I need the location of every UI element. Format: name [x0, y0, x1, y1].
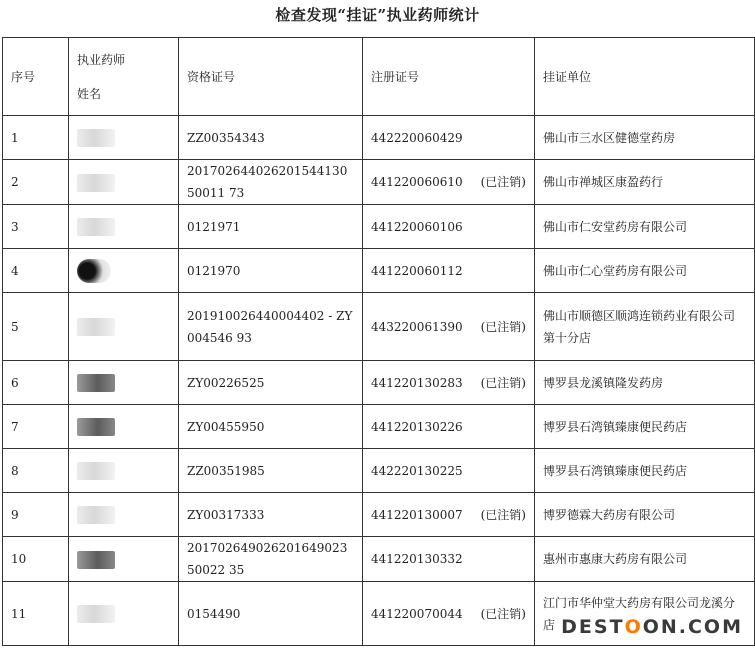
- cell-index: 6: [3, 361, 69, 405]
- header-name-line2: 姓名: [77, 86, 102, 101]
- cell-reg: [363, 160, 535, 205]
- cell-unit: 博罗县石湾镇臻康便民药店: [535, 449, 755, 493]
- reg-number: 441220130332: [371, 552, 463, 566]
- cell-unit: 博罗县石湾镇臻康便民药店: [535, 405, 755, 449]
- table-header-row: [3, 38, 755, 116]
- cell-index: 5: [3, 293, 69, 361]
- cell-index: 8: [3, 449, 69, 493]
- cell-unit: 佛山市顺德区顺鸿连锁药业有限公司第十分店: [535, 293, 755, 361]
- cell-index: 1: [3, 116, 69, 160]
- table-row: [3, 493, 755, 537]
- reg-number: 441220060106: [371, 219, 463, 234]
- cell-reg: [363, 293, 535, 361]
- site-watermark: [561, 616, 743, 638]
- cell-cert: ZZ00351985: [179, 449, 363, 493]
- cell-name: [69, 249, 179, 293]
- cell-name: [69, 361, 179, 405]
- reg-status: (已注销): [480, 606, 526, 621]
- reg-status: (已注销): [480, 175, 526, 189]
- watermark-o: O: [624, 616, 643, 638]
- table-row: [3, 249, 755, 293]
- cell-name: [69, 116, 179, 160]
- cell-cert: ZY00455950: [179, 405, 363, 449]
- reg-number: 441220060610: [371, 175, 463, 189]
- cell-name: [69, 205, 179, 249]
- redacted-name: [77, 259, 111, 283]
- cell-index: 2: [3, 160, 69, 205]
- reg-number: 442220130225: [371, 463, 463, 478]
- cell-name: [69, 537, 179, 582]
- header-index: 序号: [3, 38, 69, 116]
- cell-reg: [363, 405, 535, 449]
- header-unit: 挂证单位: [535, 38, 755, 116]
- table-row: [3, 160, 755, 205]
- cell-cert: ZZ00354343: [179, 116, 363, 160]
- reg-number: 441220130283: [371, 375, 463, 390]
- header-cert: 资格证号: [179, 38, 363, 116]
- cell-unit: 佛山市仁安堂药房有限公司: [535, 205, 755, 249]
- reg-status: (已注销): [480, 375, 526, 390]
- cell-name: [69, 293, 179, 361]
- cell-reg: [363, 249, 535, 293]
- table-row: [3, 537, 755, 582]
- watermark-suffix: ON.COM: [642, 616, 743, 638]
- cell-reg: [363, 361, 535, 405]
- reg-number: 442220060429: [371, 130, 463, 145]
- cell-unit: 佛山市禅城区康盈药行: [535, 160, 755, 205]
- cell-name: [69, 582, 179, 646]
- redacted-name: [77, 605, 115, 623]
- cell-reg: [363, 116, 535, 160]
- cell-index: 11: [3, 582, 69, 646]
- cell-unit: 惠州市惠康大药房有限公司: [535, 537, 755, 582]
- cell-cert: ZY00317333: [179, 493, 363, 537]
- redacted-name: [77, 174, 115, 192]
- header-name-line1: 执业药师: [77, 52, 126, 67]
- cell-index: 3: [3, 205, 69, 249]
- cell-reg: [363, 205, 535, 249]
- cell-cert: 20170264402620154413050011 73: [179, 160, 363, 205]
- cell-cert: 0154490: [179, 582, 363, 646]
- cell-index: 4: [3, 249, 69, 293]
- redacted-name: [77, 462, 115, 480]
- cell-cert: ZY00226525: [179, 361, 363, 405]
- cell-name: [69, 160, 179, 205]
- redacted-name: [77, 129, 115, 147]
- table-row: [3, 361, 755, 405]
- redacted-name: [77, 506, 115, 524]
- cell-index: 7: [3, 405, 69, 449]
- cell-unit: 佛山市仁心堂药房有限公司: [535, 249, 755, 293]
- reg-number: 441220060112: [371, 263, 463, 278]
- header-reg: 注册证号: [363, 38, 535, 116]
- reg-number: 443220061390: [371, 319, 463, 334]
- cell-cert: 0121971: [179, 205, 363, 249]
- redacted-name: [77, 318, 115, 336]
- watermark-prefix: DEST: [561, 616, 625, 638]
- cell-reg: [363, 582, 535, 646]
- cell-reg: [363, 493, 535, 537]
- cell-reg: [363, 449, 535, 493]
- cell-unit: 佛山市三水区健德堂药房: [535, 116, 755, 160]
- redacted-name: [77, 374, 115, 392]
- redacted-name: [77, 551, 115, 569]
- cell-index: 10: [3, 537, 69, 582]
- cell-cert: 20170264902620164902350022 35: [179, 537, 363, 582]
- header-name: [69, 38, 179, 116]
- cell-cert: 201910026440004402 - ZY004546 93: [179, 293, 363, 361]
- page-title: 检查发现“挂证”执业药师统计: [275, 6, 480, 24]
- cell-name: [69, 493, 179, 537]
- cell-unit: 博罗县龙溪镇隆发药房: [535, 361, 755, 405]
- cell-index: 9: [3, 493, 69, 537]
- redacted-name: [77, 218, 115, 236]
- cell-unit: 博罗德霖大药房有限公司: [535, 493, 755, 537]
- reg-number: 441220130007: [371, 507, 463, 522]
- table-row: [3, 449, 755, 493]
- table-row: [3, 205, 755, 249]
- reg-number: 441220070044: [371, 606, 463, 621]
- reg-number: 441220130226: [371, 419, 463, 434]
- cell-unit: 江门市华仲堂大药房有限公司龙溪分店: [535, 582, 755, 646]
- table-row: [3, 116, 755, 160]
- pharmacist-table: [2, 37, 755, 646]
- redacted-name: [77, 418, 115, 436]
- cell-name: [69, 449, 179, 493]
- cell-reg: [363, 537, 535, 582]
- cell-name: [69, 405, 179, 449]
- reg-status: (已注销): [480, 507, 526, 522]
- reg-status: (已注销): [480, 319, 526, 334]
- table-row: [3, 405, 755, 449]
- table-row: [3, 293, 755, 361]
- cell-cert: 0121970: [179, 249, 363, 293]
